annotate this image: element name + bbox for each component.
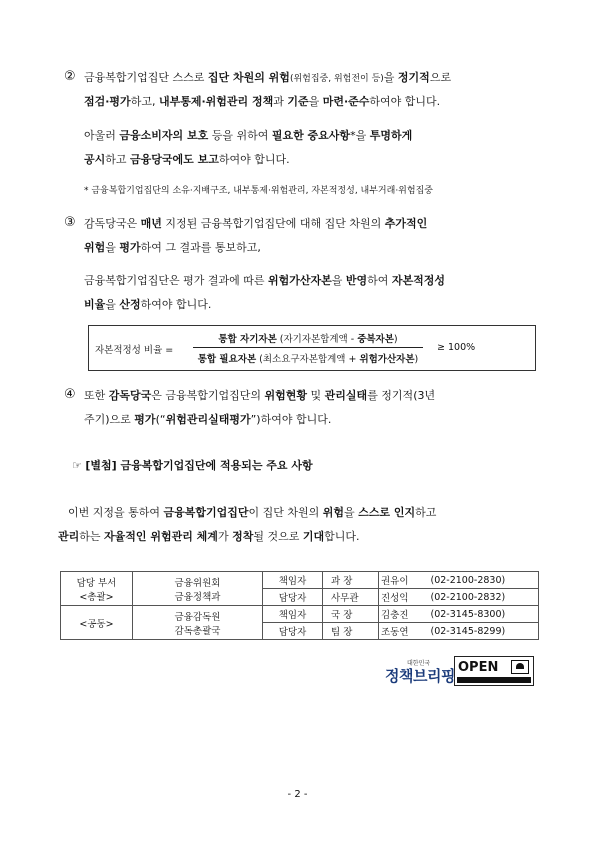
title-cell: 사무관 — [323, 589, 379, 606]
item4-line1: 또한 감독당국은 금융복합기업집단의 위험현황 및 관리실태를 정기적(3년 — [84, 389, 436, 402]
title-cell: 국 장 — [323, 606, 379, 623]
item3-line1: 감독당국은 매년 지정된 금융복합기업집단에 대해 집단 차원의 추가적인 — [84, 217, 428, 230]
formula-threshold: ≥ 100% — [437, 342, 476, 353]
item3-line2: 위험을 평가하여 그 결과를 통보하고, — [84, 241, 261, 254]
formula-numerator: 통합 자기자본 (자기자본합계액 - 중복자본) — [218, 334, 398, 345]
phone-cell: (02-3145-8299) — [429, 623, 539, 640]
org-cell: 금융감독원 감독총괄국 — [133, 606, 263, 640]
name-cell: 권유이 — [379, 572, 429, 589]
pointing-hand-icon: ☞ — [72, 459, 86, 472]
item3-line3: 금융복합기업집단은 평가 결과에 따른 위험가산자본을 반영하여 자본적정성 — [84, 274, 446, 287]
item4-line2: 주기)으로 평가(“위험관리실태평가”)하여야 합니다. — [84, 413, 332, 426]
item2-line2: 점검·평가하고, 내부통제·위험관리 정책과 기준을 마련·준수하여야 합니다. — [84, 95, 441, 108]
phone-cell: (02-2100-2830) — [429, 572, 539, 589]
table-row — [61, 572, 539, 589]
formula-label: 자본적정성 비율 = — [95, 345, 174, 356]
item4-number: ④ — [64, 387, 76, 402]
contact-table — [60, 571, 539, 640]
capital-adequacy-formula — [88, 325, 536, 371]
formula-denominator: 통합 필요자본 (최소요구자본합계액 + 위험가산자본) — [197, 354, 419, 365]
license-strip — [457, 677, 531, 683]
item2-line1: 금융복합기업집단 스스로 집단 차원의 위험(위험집중, 위험전이 등)을 정기적으로 — [84, 71, 452, 84]
phone-cell: (02-2100-2832) — [429, 589, 539, 606]
closing-line2: 관리하는 자율적인 위험관리 체계가 정착될 것으로 기대합니다. — [58, 530, 360, 543]
role-cell: 담당자 — [263, 589, 323, 606]
item2-number: ② — [64, 69, 76, 84]
name-cell: 김충진 — [379, 606, 429, 623]
co-label-cell: <공동> — [61, 606, 133, 640]
title-cell: 과 장 — [323, 572, 379, 589]
table-row — [61, 606, 539, 623]
annex-reference: ☞ [별첨] 금융복합기업집단에 적용되는 주요 사항 — [72, 459, 313, 472]
role-cell: 담당자 — [263, 623, 323, 640]
role-cell: 책임자 — [263, 606, 323, 623]
name-cell: 진성익 — [379, 589, 429, 606]
closing-line1: 이번 지정을 통하여 금융복합기업집단이 집단 차원의 위험을 스스로 인지하고 — [68, 506, 437, 519]
dept-label-cell: 담당 부서 <총괄> — [61, 572, 133, 606]
page-number: - 2 - — [287, 789, 308, 800]
role-cell: 책임자 — [263, 572, 323, 589]
item3-line4: 비율을 산정하여야 합니다. — [84, 298, 212, 311]
formula-fraction-bar — [193, 347, 423, 348]
item2-line4: 공시하고 금융당국에도 보고하여야 합니다. — [84, 153, 290, 166]
item2-line3: 아울러 금융소비자의 보호 등을 위하여 필요한 중요사항*을 투명하게 — [84, 129, 413, 142]
item3-number: ③ — [64, 215, 76, 230]
org-cell: 금융위원회 금융정책과 — [133, 572, 263, 606]
attribution-icon — [511, 660, 529, 674]
phone-cell: (02-3145-8300) — [429, 606, 539, 623]
title-cell: 팀 장 — [323, 623, 379, 640]
policy-briefing-logo: 대한민국 정책브리핑 — [385, 660, 455, 685]
name-cell: 조동연 — [379, 623, 429, 640]
open-license-logo: OPEN — [454, 656, 534, 686]
item2-footnote: * 금융복합기업집단의 소유·지배구조, 내부통제·위험관리, 자본적정성, 내부거래·위험집중 — [84, 186, 433, 196]
